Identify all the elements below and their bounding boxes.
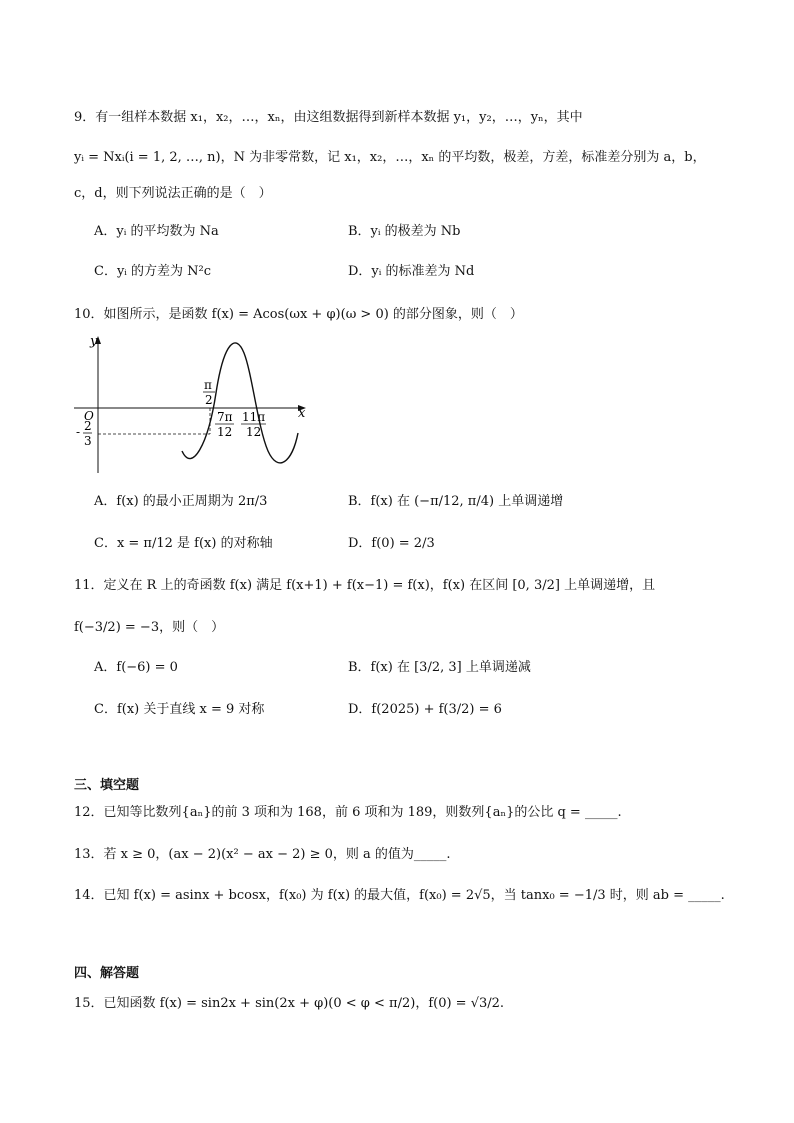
q10-line1: 10．如图所示，是函数 f(x) = Acos(ωx + φ)(ω > 0) 的部分图象，则（ ） — [74, 307, 523, 322]
section-fill-in-heading: 三、填空题 — [74, 778, 140, 793]
q9-line2: yᵢ = Nxᵢ(i = 1, 2, …, n)，N 为非零常数，记 x₁，x₂，…，xₙ 的平均数，极差，方差，标准差分别为 a，b， — [74, 150, 706, 165]
q10-option-a: A．f(x) 的最小正周期为 2π/3 — [94, 494, 268, 509]
q10-option-c: C．x = π/12 是 f(x) 的对称轴 — [94, 536, 273, 551]
q13-line: 13．若 x ≥ 0，(ax − 2)(x² − ax − 2) ≥ 0，则 a 的值为_____. — [74, 847, 451, 862]
q9-option-d: D．yᵢ 的标准差为 Nd — [348, 264, 475, 279]
q15-line: 15．已知函数 f(x) = sin2x + sin(2x + φ)(0 < φ < π/2)，f(0) = √3/2. — [74, 996, 505, 1011]
cosine-graph — [70, 333, 310, 473]
q14-line: 14．已知 f(x) = asinx + bcosx，f(x₀) 为 f(x) 的最大值，f(x₀) = 2√5，当 tanx₀ = −1/3 时，则 ab = _____. — [74, 888, 725, 903]
q11-option-d: D．f(2025) + f(3/2) = 6 — [348, 702, 502, 717]
q11-option-a: A．f(−6) = 0 — [94, 660, 178, 675]
y-label: y — [90, 334, 98, 349]
q11-option-c: C．f(x) 关于直线 x = 9 对称 — [94, 702, 265, 717]
q11-option-b: B．f(x) 在 [3/2, 3] 上单调递减 — [348, 660, 531, 675]
pi-over-2-denominator: 2 — [205, 393, 213, 407]
minus-sign: - — [76, 425, 81, 439]
q9-option-b: B．yᵢ 的极差为 Nb — [348, 224, 461, 239]
pi-over-2-numerator: π — [204, 378, 212, 392]
q11-line1: 11．定义在 R 上的奇函数 f(x) 满足 f(x+1) + f(x−1) = f(x)，f(x) 在区间 [0, 3/2] 上单调递增，且 — [74, 578, 656, 593]
seven-pi-12-denominator: 12 — [217, 425, 233, 439]
x-label: x — [298, 406, 306, 421]
eleven-pi-12-denominator: 12 — [246, 425, 262, 439]
q9-option-c: C．yᵢ 的方差为 N²c — [94, 264, 212, 279]
two-thirds-denominator: 3 — [84, 434, 92, 448]
q9-line3: c，d，则下列说法正确的是（ ） — [74, 186, 272, 201]
q9-line1: 9．有一组样本数据 x₁，x₂，…，xₙ，由这组数据得到新样本数据 y₁，y₂，…，yₙ，其中 — [74, 110, 583, 125]
seven-pi-12-numerator: 7π — [217, 410, 233, 424]
eleven-pi-12-numerator: 11π — [242, 410, 266, 424]
q12-line: 12．已知等比数列{aₙ}的前 3 项和为 168，前 6 项和为 189，则数列{aₙ}的公比 q = _____. — [74, 805, 622, 820]
cosine-curve — [182, 343, 298, 463]
origin-label: O — [84, 409, 94, 423]
q9-option-a: A．yᵢ 的平均数为 Na — [94, 224, 219, 239]
q11-line2: f(−3/2) = −3，则（ ） — [74, 620, 225, 635]
q10-option-b: B．f(x) 在 (−π/12, π/4) 上单调递增 — [348, 494, 564, 509]
two-thirds-numerator: 2 — [84, 419, 92, 433]
q10-option-d: D．f(0) = 2/3 — [348, 536, 435, 551]
section-answer-heading: 四、解答题 — [74, 966, 140, 981]
